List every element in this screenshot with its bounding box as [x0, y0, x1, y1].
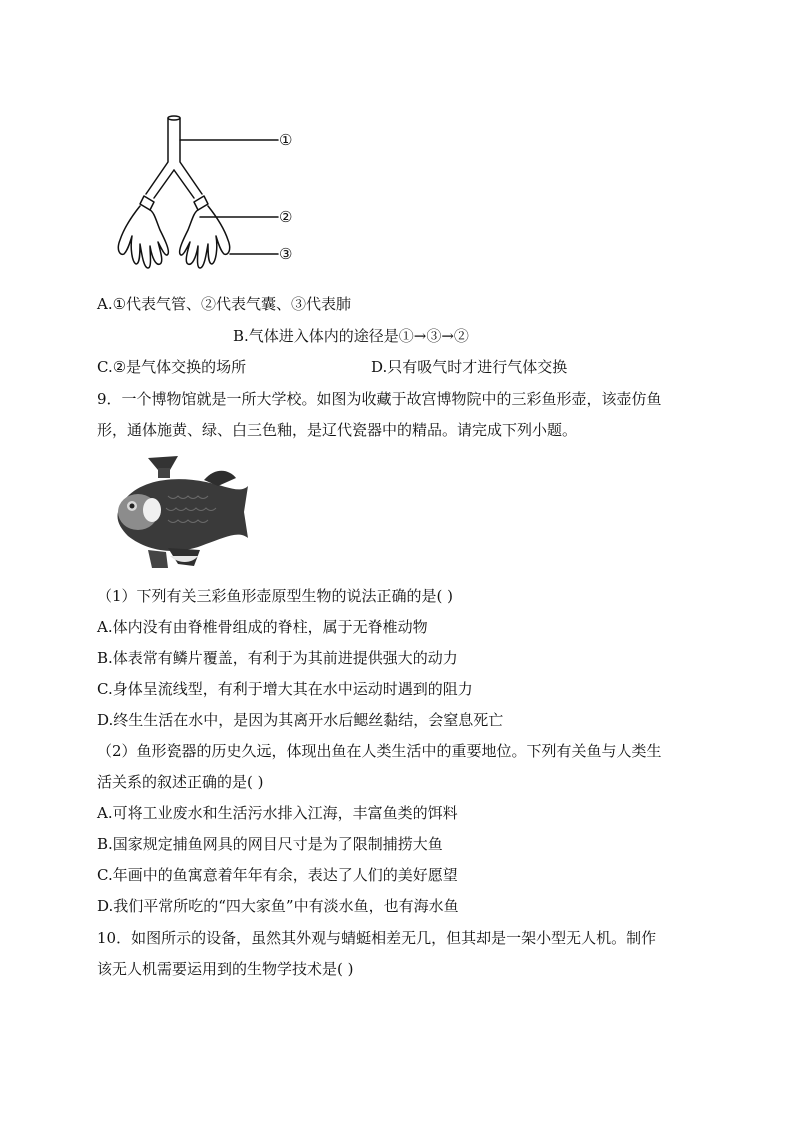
figure-label-2: ②	[279, 208, 293, 226]
fish-vessel-photo	[108, 452, 250, 572]
figure-label-3: ③	[279, 245, 293, 263]
q9-stem-line2: 形，通体施黄、绿、白三色釉，是辽代瓷器中的精品。请完成下列小题。	[97, 421, 578, 439]
q8-option-b: B.气体进入体内的途径是①→③→②	[233, 327, 469, 345]
q9-sub2-option-d: D.我们平常所吃的“四大家鱼”中有淡水鱼，也有海水鱼	[97, 897, 459, 915]
q8-option-c: C.②是气体交换的场所	[97, 358, 247, 376]
q9-sub2-option-b: B.国家规定捕鱼网具的网目尺寸是为了限制捕捞大鱼	[97, 835, 443, 853]
q9-sub2-option-c: C.年画中的鱼寓意着年年有余，表达了人们的美好愿望	[97, 866, 458, 884]
q8-option-a: A.①代表气管、②代表气囊、③代表肺	[97, 295, 352, 313]
q10-stem-line2: 该无人机需要运用到的生物学技术是( )	[97, 960, 354, 978]
q9-sub2-question-line2: 活关系的叙述正确的是( )	[97, 773, 264, 791]
q9-sub1-question: （1）下列有关三彩鱼形壶原型生物的说法正确的是( )	[97, 587, 454, 605]
q9-sub1-option-d: D.终生生活在水中，是因为其离开水后鳃丝黏结，会窒息死亡	[97, 711, 504, 729]
q9-sub1-option-b: B.体表常有鳞片覆盖，有利于为其前进提供强大的动力	[97, 649, 458, 667]
q9-sub1-option-c: C.身体呈流线型，有利于增大其在水中运动时遇到的阻力	[97, 680, 473, 698]
q8-option-d: D.只有吸气时才进行气体交换	[371, 358, 568, 376]
q9-stem-line1: 9．一个博物馆就是一所大学校。如图为收藏于故宫博物院中的三彩鱼形壶，该壶仿鱼	[97, 390, 662, 408]
q9-sub1-option-a: A.体内没有由脊椎骨组成的脊柱，属于无脊椎动物	[97, 618, 428, 636]
q9-sub2-option-a: A.可将工业废水和生活污水排入江海，丰富鱼类的饵料	[97, 804, 458, 822]
figure-label-1: ①	[279, 131, 293, 149]
q9-sub2-question-line1: （2）鱼形瓷器的历史久远，体现出鱼在人类生活中的重要地位。下列有关鱼与人类生	[97, 742, 662, 760]
q10-stem-line1: 10．如图所示的设备，虽然其外观与蜻蜓相差无几，但其却是一架小型无人机。制作	[97, 929, 657, 947]
